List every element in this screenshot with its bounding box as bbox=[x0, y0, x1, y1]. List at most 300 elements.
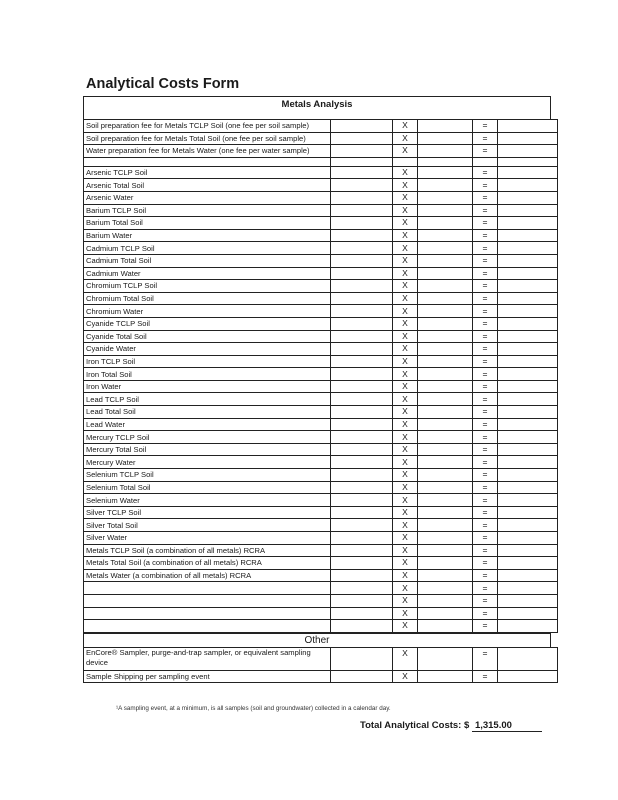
equals-mark: = bbox=[473, 456, 498, 469]
equals-mark: = bbox=[473, 179, 498, 192]
multiply-mark: X bbox=[393, 418, 418, 431]
multiply-mark: X bbox=[393, 330, 418, 343]
unit-cost-field[interactable] bbox=[331, 494, 393, 507]
unit-cost-field[interactable] bbox=[331, 544, 393, 557]
unit-cost-field[interactable] bbox=[331, 506, 393, 519]
item-description: Barium Water bbox=[84, 229, 331, 242]
quantity-field[interactable] bbox=[418, 317, 473, 330]
quantity-field[interactable] bbox=[418, 305, 473, 318]
table-row bbox=[84, 469, 558, 482]
equals-mark: = bbox=[473, 217, 498, 230]
equals-mark: = bbox=[473, 481, 498, 494]
equals-mark: = bbox=[473, 620, 498, 633]
item-description bbox=[84, 607, 331, 620]
multiply-mark: X bbox=[393, 607, 418, 620]
line-total-field[interactable] bbox=[498, 443, 558, 456]
table-row bbox=[84, 569, 558, 582]
equals-mark: = bbox=[473, 145, 498, 158]
equals-mark: = bbox=[473, 317, 498, 330]
table-row bbox=[84, 544, 558, 557]
table-row bbox=[84, 582, 558, 595]
multiply-mark: X bbox=[393, 145, 418, 158]
metals-analysis-header: Metals Analysis bbox=[83, 96, 551, 113]
item-description: Lead Water bbox=[84, 418, 331, 431]
line-total-field[interactable] bbox=[498, 620, 558, 633]
line-total-field[interactable] bbox=[498, 418, 558, 431]
quantity-field[interactable] bbox=[418, 557, 473, 570]
item-description: Chromium Total Soil bbox=[84, 292, 331, 305]
multiply-mark: X bbox=[393, 469, 418, 482]
equals-mark: = bbox=[473, 229, 498, 242]
line-total-field[interactable] bbox=[498, 506, 558, 519]
unit-cost-field[interactable] bbox=[331, 191, 393, 204]
equals-mark: = bbox=[473, 393, 498, 406]
item-description: Cadmium TCLP Soil bbox=[84, 242, 331, 255]
equals-mark: = bbox=[473, 418, 498, 431]
equals-mark: = bbox=[473, 280, 498, 293]
item-description: Lead Total Soil bbox=[84, 406, 331, 419]
equals-mark: = bbox=[473, 343, 498, 356]
table-row bbox=[84, 120, 558, 133]
line-total-field[interactable] bbox=[498, 368, 558, 381]
item-description: Chromium TCLP Soil bbox=[84, 280, 331, 293]
item-description: Cyanide Water bbox=[84, 343, 331, 356]
unit-cost-field[interactable] bbox=[331, 330, 393, 343]
unit-cost-field[interactable] bbox=[331, 443, 393, 456]
line-total-field[interactable] bbox=[498, 594, 558, 607]
quantity-field[interactable] bbox=[418, 179, 473, 192]
quantity-field[interactable] bbox=[418, 519, 473, 532]
quantity-field[interactable] bbox=[418, 469, 473, 482]
unit-cost-field[interactable] bbox=[331, 267, 393, 280]
line-total-field[interactable] bbox=[498, 191, 558, 204]
metals-table bbox=[83, 119, 558, 633]
other-header: Other bbox=[83, 633, 551, 647]
item-description: Soil preparation fee for Metals Total Soil (one fee per soil sample) bbox=[84, 132, 331, 145]
page-title: Analytical Costs Form bbox=[86, 76, 240, 92]
unit-cost-field[interactable] bbox=[331, 217, 393, 230]
quantity-field[interactable] bbox=[418, 393, 473, 406]
line-total-field[interactable] bbox=[498, 217, 558, 230]
multiply-mark: X bbox=[393, 204, 418, 217]
line-total-field[interactable] bbox=[498, 179, 558, 192]
unit-cost-field[interactable] bbox=[331, 469, 393, 482]
equals-mark: = bbox=[473, 594, 498, 607]
multiply-mark: X bbox=[393, 647, 418, 670]
multiply-mark: X bbox=[393, 393, 418, 406]
line-total-field[interactable] bbox=[498, 607, 558, 620]
quantity-field[interactable] bbox=[418, 481, 473, 494]
unit-cost-field[interactable] bbox=[331, 145, 393, 158]
multiply-mark: X bbox=[393, 569, 418, 582]
equals-mark: = bbox=[473, 204, 498, 217]
table-row bbox=[84, 443, 558, 456]
line-total-field[interactable] bbox=[498, 393, 558, 406]
multiply-mark: X bbox=[393, 670, 418, 683]
table-row bbox=[84, 431, 558, 444]
line-total-field[interactable] bbox=[498, 406, 558, 419]
unit-cost-field[interactable] bbox=[331, 582, 393, 595]
multiply-mark: X bbox=[393, 506, 418, 519]
equals-mark: = bbox=[473, 582, 498, 595]
quantity-field[interactable] bbox=[418, 229, 473, 242]
line-total-field[interactable] bbox=[498, 204, 558, 217]
table-row bbox=[84, 368, 558, 381]
multiply-mark: X bbox=[393, 292, 418, 305]
line-total-field[interactable] bbox=[498, 317, 558, 330]
line-total-field[interactable] bbox=[498, 670, 558, 683]
table-row bbox=[84, 456, 558, 469]
equals-mark: = bbox=[473, 166, 498, 179]
unit-cost-field[interactable] bbox=[331, 292, 393, 305]
item-description: Cadmium Water bbox=[84, 267, 331, 280]
unit-cost-field[interactable] bbox=[331, 594, 393, 607]
multiply-mark: X bbox=[393, 305, 418, 318]
line-total-field[interactable] bbox=[498, 569, 558, 582]
unit-cost-field[interactable] bbox=[331, 120, 393, 133]
item-description: Iron TCLP Soil bbox=[84, 355, 331, 368]
multiply-mark: X bbox=[393, 191, 418, 204]
separator bbox=[84, 157, 558, 166]
equals-mark: = bbox=[473, 532, 498, 545]
unit-cost-field[interactable] bbox=[331, 355, 393, 368]
multiply-mark: X bbox=[393, 229, 418, 242]
unit-cost-field[interactable] bbox=[331, 481, 393, 494]
line-total-field[interactable] bbox=[498, 280, 558, 293]
table-row bbox=[84, 229, 558, 242]
multiply-mark: X bbox=[393, 132, 418, 145]
line-total-field[interactable] bbox=[498, 242, 558, 255]
quantity-field[interactable] bbox=[418, 204, 473, 217]
unit-cost-field[interactable] bbox=[331, 519, 393, 532]
item-description: Cyanide Total Soil bbox=[84, 330, 331, 343]
item-description: Iron Total Soil bbox=[84, 368, 331, 381]
multiply-mark: X bbox=[393, 406, 418, 419]
line-total-field[interactable] bbox=[498, 132, 558, 145]
item-description: Mercury Water bbox=[84, 456, 331, 469]
quantity-field[interactable] bbox=[418, 431, 473, 444]
table-row bbox=[84, 254, 558, 267]
item-description: Barium TCLP Soil bbox=[84, 204, 331, 217]
quantity-field[interactable] bbox=[418, 594, 473, 607]
equals-mark: = bbox=[473, 544, 498, 557]
multiply-mark: X bbox=[393, 481, 418, 494]
item-description: EnCore® Sampler, purge-and-trap sampler, or equivalent sampling device bbox=[84, 647, 331, 670]
quantity-field[interactable] bbox=[418, 145, 473, 158]
table-row bbox=[84, 132, 558, 145]
multiply-mark: X bbox=[393, 557, 418, 570]
line-total-field[interactable] bbox=[498, 481, 558, 494]
unit-cost-field[interactable] bbox=[331, 456, 393, 469]
table-row bbox=[84, 330, 558, 343]
unit-cost-field[interactable] bbox=[331, 229, 393, 242]
quantity-field[interactable] bbox=[418, 544, 473, 557]
item-description: Mercury TCLP Soil bbox=[84, 431, 331, 444]
table-row bbox=[84, 267, 558, 280]
multiply-mark: X bbox=[393, 317, 418, 330]
multiply-mark: X bbox=[393, 544, 418, 557]
item-description: Barium Total Soil bbox=[84, 217, 331, 230]
multiply-mark: X bbox=[393, 519, 418, 532]
item-description: Cyanide TCLP Soil bbox=[84, 317, 331, 330]
quantity-field[interactable] bbox=[418, 607, 473, 620]
unit-cost-field[interactable] bbox=[331, 620, 393, 633]
unit-cost-field[interactable] bbox=[331, 557, 393, 570]
line-total-field[interactable] bbox=[498, 145, 558, 158]
unit-cost-field[interactable] bbox=[331, 343, 393, 356]
line-total-field[interactable] bbox=[498, 380, 558, 393]
line-total-field[interactable] bbox=[498, 647, 558, 670]
unit-cost-field[interactable] bbox=[331, 132, 393, 145]
line-total-field[interactable] bbox=[498, 544, 558, 557]
multiply-mark: X bbox=[393, 620, 418, 633]
table-row bbox=[84, 406, 558, 419]
table-row bbox=[84, 418, 558, 431]
equals-mark: = bbox=[473, 368, 498, 381]
line-total-field[interactable] bbox=[498, 469, 558, 482]
table-row bbox=[84, 191, 558, 204]
equals-mark: = bbox=[473, 292, 498, 305]
other-table bbox=[83, 647, 558, 684]
quantity-field[interactable] bbox=[418, 330, 473, 343]
equals-mark: = bbox=[473, 647, 498, 670]
unit-cost-field[interactable] bbox=[331, 670, 393, 683]
unit-cost-field[interactable] bbox=[331, 393, 393, 406]
item-description: Arsenic TCLP Soil bbox=[84, 166, 331, 179]
quantity-field[interactable] bbox=[418, 120, 473, 133]
multiply-mark: X bbox=[393, 532, 418, 545]
line-total-field[interactable] bbox=[498, 532, 558, 545]
other-rows bbox=[84, 647, 558, 683]
quantity-field[interactable] bbox=[418, 506, 473, 519]
multiply-mark: X bbox=[393, 254, 418, 267]
quantity-field[interactable] bbox=[418, 620, 473, 633]
item-description: Sample Shipping per sampling event bbox=[84, 670, 331, 683]
line-total-field[interactable] bbox=[498, 254, 558, 267]
multiply-mark: X bbox=[393, 280, 418, 293]
total-analytical-costs bbox=[360, 720, 542, 732]
equals-mark: = bbox=[473, 380, 498, 393]
line-total-field[interactable] bbox=[498, 305, 558, 318]
item-description: Water preparation fee for Metals Water (one fee per water sample) bbox=[84, 145, 331, 158]
multiply-mark: X bbox=[393, 120, 418, 133]
unit-cost-field[interactable] bbox=[331, 305, 393, 318]
quantity-field[interactable] bbox=[418, 582, 473, 595]
table-row bbox=[84, 519, 558, 532]
unit-cost-field[interactable] bbox=[331, 204, 393, 217]
line-total-field[interactable] bbox=[498, 494, 558, 507]
table-row bbox=[84, 145, 558, 158]
equals-mark: = bbox=[473, 494, 498, 507]
line-total-field[interactable] bbox=[498, 519, 558, 532]
line-total-field[interactable] bbox=[498, 456, 558, 469]
multiply-mark: X bbox=[393, 267, 418, 280]
quantity-field[interactable] bbox=[418, 406, 473, 419]
quantity-field[interactable] bbox=[418, 670, 473, 683]
multiply-mark: X bbox=[393, 355, 418, 368]
equals-mark: = bbox=[473, 506, 498, 519]
quantity-field[interactable] bbox=[418, 191, 473, 204]
table-row bbox=[84, 343, 558, 356]
table-row bbox=[84, 532, 558, 545]
unit-cost-field[interactable] bbox=[331, 280, 393, 293]
multiply-mark: X bbox=[393, 443, 418, 456]
table-row bbox=[84, 166, 558, 179]
unit-cost-field[interactable] bbox=[331, 317, 393, 330]
equals-mark: = bbox=[473, 132, 498, 145]
unit-cost-field[interactable] bbox=[331, 569, 393, 582]
table-row bbox=[84, 494, 558, 507]
table-row bbox=[84, 204, 558, 217]
multiply-mark: X bbox=[393, 217, 418, 230]
item-description: Iron Water bbox=[84, 380, 331, 393]
equals-mark: = bbox=[473, 557, 498, 570]
equals-mark: = bbox=[473, 670, 498, 683]
item-description bbox=[84, 594, 331, 607]
quantity-field[interactable] bbox=[418, 343, 473, 356]
multiply-mark: X bbox=[393, 582, 418, 595]
quantity-field[interactable] bbox=[418, 569, 473, 582]
quantity-field[interactable] bbox=[418, 443, 473, 456]
line-total-field[interactable] bbox=[498, 355, 558, 368]
table-row bbox=[84, 506, 558, 519]
table-row bbox=[84, 242, 558, 255]
unit-cost-field[interactable] bbox=[331, 647, 393, 670]
quantity-field[interactable] bbox=[418, 166, 473, 179]
line-total-field[interactable] bbox=[498, 343, 558, 356]
multiply-mark: X bbox=[393, 456, 418, 469]
equals-mark: = bbox=[473, 569, 498, 582]
quantity-field[interactable] bbox=[418, 456, 473, 469]
item-description: Arsenic Water bbox=[84, 191, 331, 204]
equals-mark: = bbox=[473, 267, 498, 280]
table-row bbox=[84, 292, 558, 305]
table-row bbox=[84, 670, 558, 683]
unit-cost-field[interactable] bbox=[331, 166, 393, 179]
unit-cost-field[interactable] bbox=[331, 607, 393, 620]
line-total-field[interactable] bbox=[498, 166, 558, 179]
item-description: Lead TCLP Soil bbox=[84, 393, 331, 406]
quantity-field[interactable] bbox=[418, 132, 473, 145]
unit-cost-field[interactable] bbox=[331, 254, 393, 267]
quantity-field[interactable] bbox=[418, 368, 473, 381]
multiply-mark: X bbox=[393, 343, 418, 356]
item-description: Cadmium Total Soil bbox=[84, 254, 331, 267]
item-description: Silver Total Soil bbox=[84, 519, 331, 532]
item-description: Metals Total Soil (a combination of all metals) RCRA bbox=[84, 557, 331, 570]
equals-mark: = bbox=[473, 254, 498, 267]
multiply-mark: X bbox=[393, 179, 418, 192]
item-description: Arsenic Total Soil bbox=[84, 179, 331, 192]
table-row bbox=[84, 481, 558, 494]
total-currency: $ bbox=[464, 720, 470, 731]
item-description: Soil preparation fee for Metals TCLP Soil (one fee per soil sample) bbox=[84, 120, 331, 133]
multiply-mark: X bbox=[393, 431, 418, 444]
item-description: Selenium TCLP Soil bbox=[84, 469, 331, 482]
quantity-field[interactable] bbox=[418, 242, 473, 255]
line-total-field[interactable] bbox=[498, 292, 558, 305]
item-description: Chromium Water bbox=[84, 305, 331, 318]
quantity-field[interactable] bbox=[418, 280, 473, 293]
line-total-field[interactable] bbox=[498, 557, 558, 570]
table-row bbox=[84, 380, 558, 393]
unit-cost-field[interactable] bbox=[331, 406, 393, 419]
quantity-field[interactable] bbox=[418, 418, 473, 431]
unit-cost-field[interactable] bbox=[331, 368, 393, 381]
quantity-field[interactable] bbox=[418, 494, 473, 507]
item-description: Metals Water (a combination of all metals) RCRA bbox=[84, 569, 331, 582]
equals-mark: = bbox=[473, 469, 498, 482]
unit-cost-field[interactable] bbox=[331, 380, 393, 393]
unit-cost-field[interactable] bbox=[331, 242, 393, 255]
footnote: ¹A sampling event, at a minimum, is all samples (soil and groundwater) collected in a calendar day. bbox=[116, 705, 391, 712]
table-row bbox=[84, 594, 558, 607]
total-label: Total Analytical Costs: bbox=[360, 720, 462, 731]
unit-cost-field[interactable] bbox=[331, 179, 393, 192]
item-description bbox=[84, 620, 331, 633]
line-total-field[interactable] bbox=[498, 267, 558, 280]
item-description: Silver Water bbox=[84, 532, 331, 545]
quantity-field[interactable] bbox=[418, 532, 473, 545]
line-total-field[interactable] bbox=[498, 582, 558, 595]
multiply-mark: X bbox=[393, 594, 418, 607]
equals-mark: = bbox=[473, 305, 498, 318]
quantity-field[interactable] bbox=[418, 292, 473, 305]
line-total-field[interactable] bbox=[498, 330, 558, 343]
quantity-field[interactable] bbox=[418, 254, 473, 267]
item-description: Selenium Water bbox=[84, 494, 331, 507]
multiply-mark: X bbox=[393, 242, 418, 255]
table-row bbox=[84, 355, 558, 368]
line-total-field[interactable] bbox=[498, 431, 558, 444]
analytical-costs-form bbox=[83, 96, 551, 683]
quantity-field[interactable] bbox=[418, 355, 473, 368]
table-row bbox=[84, 393, 558, 406]
equals-mark: = bbox=[473, 242, 498, 255]
table-row bbox=[84, 280, 558, 293]
unit-cost-field[interactable] bbox=[331, 532, 393, 545]
line-total-field[interactable] bbox=[498, 229, 558, 242]
equals-mark: = bbox=[473, 406, 498, 419]
item-description: Metals TCLP Soil (a combination of all metals) RCRA bbox=[84, 544, 331, 557]
table-row bbox=[84, 607, 558, 620]
table-row bbox=[84, 317, 558, 330]
equals-mark: = bbox=[473, 431, 498, 444]
unit-cost-field[interactable] bbox=[331, 431, 393, 444]
multiply-mark: X bbox=[393, 368, 418, 381]
table-row bbox=[84, 557, 558, 570]
table-row bbox=[84, 620, 558, 633]
equals-mark: = bbox=[473, 191, 498, 204]
quantity-field[interactable] bbox=[418, 267, 473, 280]
unit-cost-field[interactable] bbox=[331, 418, 393, 431]
equals-mark: = bbox=[473, 443, 498, 456]
equals-mark: = bbox=[473, 120, 498, 133]
quantity-field[interactable] bbox=[418, 647, 473, 670]
quantity-field[interactable] bbox=[418, 217, 473, 230]
table-row bbox=[84, 647, 558, 670]
quantity-field[interactable] bbox=[418, 380, 473, 393]
table-row bbox=[84, 179, 558, 192]
item-description: Mercury Total Soil bbox=[84, 443, 331, 456]
equals-mark: = bbox=[473, 519, 498, 532]
multiply-mark: X bbox=[393, 494, 418, 507]
multiply-mark: X bbox=[393, 380, 418, 393]
total-amount[interactable]: 1,315.00 bbox=[472, 720, 542, 732]
metal-rows bbox=[84, 166, 558, 632]
table-row bbox=[84, 217, 558, 230]
line-total-field[interactable] bbox=[498, 120, 558, 133]
